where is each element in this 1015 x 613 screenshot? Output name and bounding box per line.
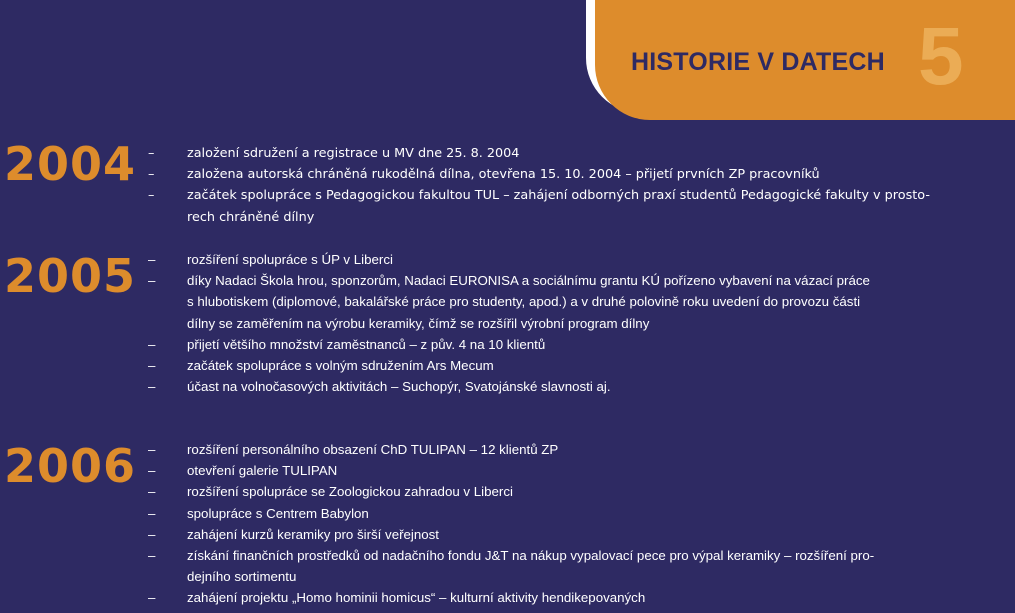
list-item-text: dílny se zaměřením na výrobu keramiky, čímž se rozšířil výrobní program dílny <box>187 315 650 331</box>
list-dash: – <box>148 167 155 183</box>
list-dash: – <box>148 146 155 161</box>
list-dash: – <box>148 463 156 479</box>
year-heading-2006: 2006 <box>4 439 137 493</box>
list-item <box>0 270 870 334</box>
chapter-number: 5 <box>918 11 964 102</box>
list-dash: – <box>148 357 156 373</box>
list-item-text: získání finančních prostředků od nadačního fondu J&T na nákup vypalovací pece pro výpal keramiky – rozšíření pro- <box>187 547 875 563</box>
list-item-text: rozšíření spolupráce se Zoologickou zahradou v Liberci <box>187 484 513 500</box>
list-dash: – <box>148 442 156 457</box>
list-dash: – <box>148 379 156 395</box>
list-item <box>0 376 870 397</box>
list-item-text: spolupráce s Centrem Babylon <box>187 505 369 521</box>
year-heading-2004: 2004 <box>4 137 137 191</box>
list-item-text: založení sdružení a registrace u MV dne 25. 8. 2004 <box>187 146 520 161</box>
list-item-text: založena autorská chráněná rukodělná dílna, otevřena 15. 10. 2004 – přijetí prvních ZP pracovníků <box>187 167 820 183</box>
list-item-text: zahájení kurzů keramiky pro širší veřejnost <box>187 526 439 542</box>
events-list-2005 <box>0 249 870 397</box>
list-dash: – <box>148 336 156 352</box>
list-item <box>0 143 930 164</box>
list-item-text: účast na volnočasových aktivitách – Suchopýr, Svatojánské slavnosti aj. <box>187 379 611 395</box>
list-item <box>0 503 874 524</box>
list-item-text: s hlubotiskem (diplomové, bakalářské práce pro studenty, apod.) a v druhé polovině roku uvedení do provozu části <box>187 294 861 310</box>
list-item <box>0 439 874 460</box>
list-item-text: rozšíření spolupráce s ÚP v Liberci <box>187 252 393 267</box>
page-title: HISTORIE V DATECH <box>631 48 885 76</box>
list-item <box>0 481 874 502</box>
list-item <box>0 460 874 481</box>
list-dash: – <box>148 188 155 204</box>
list-dash: – <box>148 590 156 606</box>
list-item-text: přijetí většího množství zaměstnanců – z pův. 4 na 10 klientů <box>187 336 546 352</box>
list-item <box>0 249 870 270</box>
list-dash: – <box>148 484 156 500</box>
list-item-text: rech chráněné dílny <box>187 209 315 225</box>
events-list-2006 <box>0 439 874 609</box>
year-heading-2005: 2005 <box>4 249 137 303</box>
list-item <box>0 355 870 376</box>
list-item <box>0 185 930 227</box>
list-dash: – <box>148 547 156 563</box>
list-dash: – <box>148 252 156 267</box>
list-dash: – <box>148 526 156 542</box>
list-dash: – <box>148 505 156 521</box>
list-item-text: otevření galerie TULIPAN <box>187 463 338 479</box>
list-item <box>0 587 874 608</box>
list-item-text: rozšíření personálního obsazení ChD TULIPAN – 12 klientů ZP <box>187 442 559 457</box>
events-list-2004 <box>0 137 930 228</box>
list-item-text: dejního sortimentu <box>187 569 297 585</box>
list-item-text: díky Nadaci Škola hrou, sponzorům, Nadaci EURONISA a sociálnímu grantu KÚ pořízeno vybavení na vázací práce <box>187 273 870 289</box>
list-item <box>0 524 874 545</box>
list-item <box>0 545 874 587</box>
list-item <box>0 334 870 355</box>
list-dash: – <box>148 273 156 289</box>
list-item <box>0 164 930 185</box>
list-item-text: začátek spolupráce s Pedagogickou fakultou TUL – zahájení odborných praxí studentů Pedagogické fakulty v prosto- <box>187 188 930 204</box>
list-item-text: začátek spolupráce s volným sdružením Ars Mecum <box>187 357 494 373</box>
list-item-text: zahájení projektu „Homo hominii homicus“ – kulturní aktivity hendikepovaných <box>187 590 646 606</box>
